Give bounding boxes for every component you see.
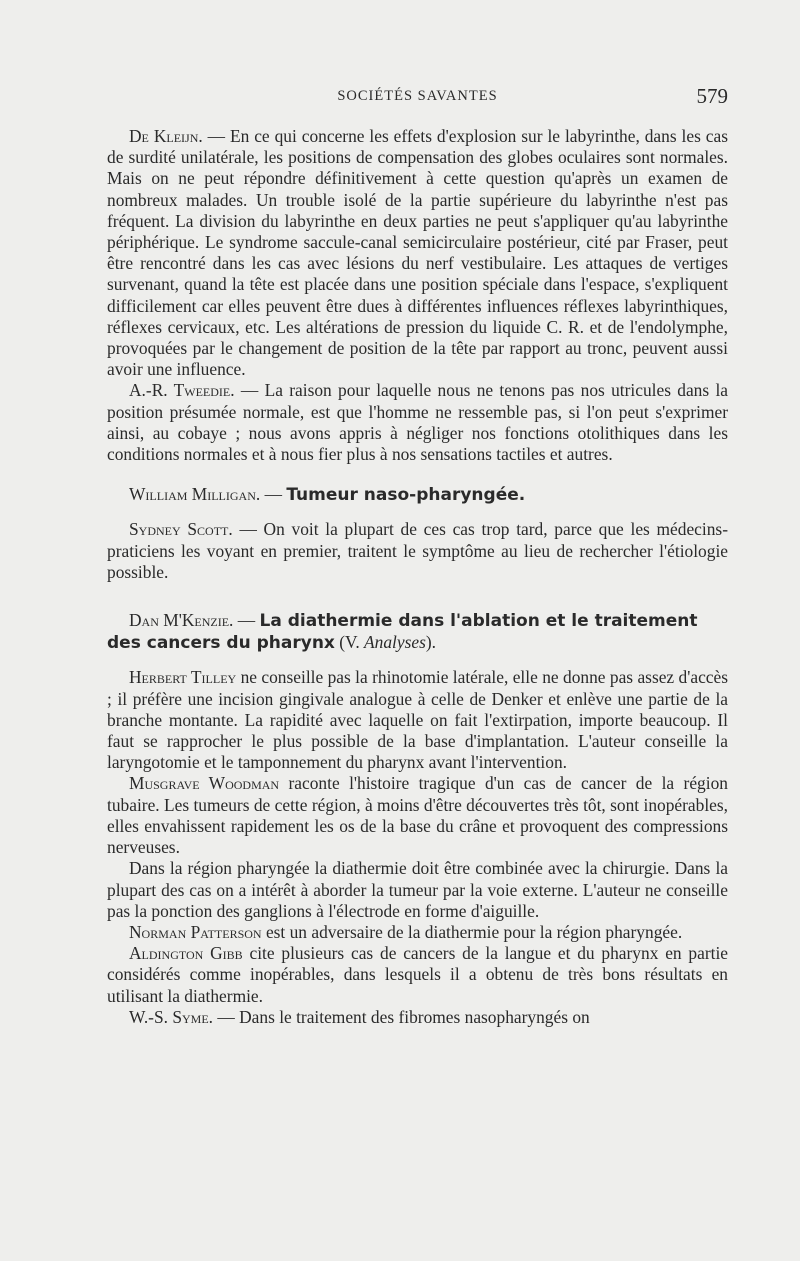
author-name: Dan M'Kenzie. — [129, 610, 234, 631]
section-mkenzie — [107, 610, 728, 654]
paragraph-woodman — [107, 773, 728, 858]
section-title: La diathermie dans l'ablation et le traitement des cancers du pharynx — [107, 611, 698, 654]
paragraph-text: cite plusieurs cas de cancers de la langue et du pharynx en partie considérés comme inopérables, dans lesquels il a obtenu de très bons résultats en utilisant la diathermie. — [107, 943, 728, 1006]
body-text — [107, 126, 728, 1028]
paragraph-text: — La raison pour laquelle nous ne tenons pas nos utricules dans la position présumée normale, est que l'homme ne ressemble pas, si l'on peut s'exprimer ainsi, au cobaye ; nous avons appris à négliger nos fonctions otolithiques dans les conditions normales et à nous fier plus à nos sensations tactiles et autres. — [107, 380, 728, 465]
author-name: Sydney Scott. — [129, 519, 233, 540]
reference-close: ). — [425, 632, 437, 653]
paragraph-gibb — [107, 943, 728, 1007]
reference-italic: Analyses — [364, 632, 426, 653]
paragraph-de-kleijn — [107, 126, 728, 380]
section-heading — [107, 610, 728, 654]
paragraph-text: raconte l'histoire tragique d'un cas de cancer de la région tubaire. Les tumeurs de cette région, à moins d'être découvertes très tôt, sont inopérables, elles envahissent rapidement les os de la base du crâne et provoquent des compressions nerveuses. — [107, 773, 728, 858]
running-title: SOCIÉTÉS SAVANTES — [337, 88, 498, 104]
paragraph-text: — En ce qui concerne les effets d'explosion sur le labyrinthe, dans les cas de surdité unilatérale, les positions de compensation des globes oculaires sont normales. Mais on ne peut répondre définitivement à cette question qu'après un examen de nombreux malades. Un trouble isolé de la partie supérieure du labyrinthe n'est pas fréquent. La division du labyrinthe en deux parties ne peut s'appliquer qu'au labyrinthe périphérique. Le syndrome saccule-canal semicirculaire postérieur, cité par Fraser, peut être rencontré dans les cas avec lésions du nerf vestibulaire. Les attaques de vertiges survenant, quand la tête est placée dans une position spéciale dans l'espace, s'expliquent difficilement car elles peuvent être dues à différentes influences réflexes labyrinthiques, réflexes cervicaux, etc. Les altérations de pression du liquide C. R. et de l'endolymphe, provoquées par le changement de position de la tête par rapport au tronc, peuvent aussi avoir une influence. — [107, 126, 728, 380]
paragraph-text: — On voit la plupart de ces cas trop tard, parce que les médecins-praticiens les voyant en premier, traitent le symptôme au lieu de rechercher l'étiologie possible. — [107, 519, 728, 582]
running-head — [107, 84, 728, 114]
paragraph-tweedie — [107, 380, 728, 465]
author-name: Musgrave Woodman — [129, 773, 280, 794]
author-name: W.-S. Syme. — [129, 1006, 214, 1027]
section-milligan — [107, 484, 728, 506]
reference-open: (V. — [334, 632, 365, 653]
heading-dash: — — [233, 610, 260, 631]
author-name: A.-R. Tweedie. — [129, 380, 235, 401]
section-heading — [107, 484, 728, 506]
paragraph-scott — [107, 519, 728, 583]
author-name: Aldington Gibb — [129, 943, 243, 964]
paragraph-text: Dans la région pharyngée la diathermie doit être combinée avec la chirurgie. Dans la plupart des cas on a intérêt à aborder la tumeur par la voie externe. L'auteur ne conseille pas la ponction des ganglions à l'électrode en forme d'aiguille. — [107, 858, 728, 921]
section-title: Tumeur naso-pharyngée. — [286, 485, 526, 506]
author-name: Norman Patterson — [129, 921, 262, 942]
paragraph-text: — Dans le traitement des fibromes nasopharyngés on — [213, 1006, 590, 1027]
author-name: De Kleijn. — [129, 126, 203, 146]
paragraph-text: est un adversaire de la diathermie pour la région pharyngée. — [261, 921, 683, 942]
page-number: 579 — [696, 84, 728, 108]
paragraph-syme — [107, 1007, 728, 1028]
paragraph-text: ne conseille pas la rhinotomie latérale, elle ne donne pas assez d'accès ; il préfère une incision gingivale analogue à celle de Denker et enlève une partie de la branche montante. La rapidité avec laquelle on fait l'extirpation, importe beaucoup. Il faut se rapprocher le plus possible de la base d'implantation. L'auteur conseille la laryngotomie et le tamponnement du pharynx avant l'intervention. — [107, 667, 729, 773]
paragraph-tilley — [107, 667, 728, 773]
paragraph-pharyngee — [107, 858, 728, 922]
paragraph-patterson — [107, 922, 728, 943]
author-name: Herbert Tilley — [129, 667, 237, 688]
heading-dash: — — [260, 484, 287, 505]
author-name: William Milligan. — [129, 484, 261, 505]
